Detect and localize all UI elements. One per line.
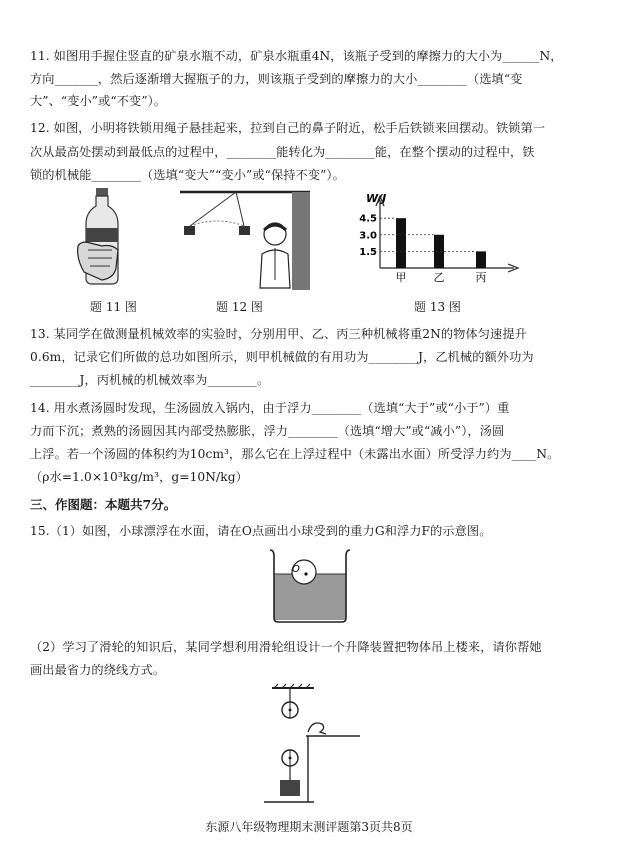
figure-13-caption: 题 13 图 [414, 300, 461, 314]
q14-line4: （ρ水=1.0×10³kg/m³，g=10N/kg） [30, 470, 248, 484]
chart-x-tick-label: 丙 [475, 271, 487, 284]
chart-y-tick-label: 4.5 [359, 213, 377, 225]
q12-line2: 次从最高处摆动到最低点的过程中，________能转化为________能，在整个摆动的过程中，铁 [30, 145, 535, 159]
chart-y-tick-label: 1.5 [359, 246, 377, 258]
q11-line2: 方向_______，然后逐渐增大握瓶子的力，则该瓶子受到的摩擦力的大小________（选填“变 [30, 72, 523, 86]
q13-line3: ________J，丙机械的机械效率为________。 [30, 373, 270, 387]
bottle-label-icon [86, 228, 118, 242]
q15-part2-line2: 画出最省力的绕线方式。 [30, 663, 166, 677]
worker-hand-icon [308, 723, 326, 734]
figure-11-caption: 题 11 图 [90, 300, 137, 314]
q12-line1: 12. 如图，小明将铁锁用绳子悬挂起来，拉到自己的鼻子附近，松手后铁锁来回摆动。铁锁第一 [30, 121, 546, 135]
bottle-cap-icon [96, 188, 108, 196]
lock-icon-left [184, 226, 195, 235]
load-box-icon [280, 780, 300, 796]
chart-bar [396, 218, 406, 268]
q15-part1: 15.（1）如图，小球漂浮在水面，请在O点画出小球受到的重力G和浮力F的示意图。 [30, 524, 492, 538]
chart-x-tick-label: 甲 [395, 271, 407, 284]
q11-line1: 11. 如图用手握住竖直的矿泉水瓶不动，矿泉水瓶重4N，该瓶子受到的摩擦力的大小为______N， [30, 49, 563, 63]
q12-line3: 锁的机械能________（选填“变大”“变小”或“保持不变”）。 [30, 168, 345, 182]
beaker-figure [266, 548, 354, 624]
chart-bar [476, 251, 486, 268]
point-o-icon [304, 572, 307, 575]
section-3-heading: 三、作图题：本题共7分。 [30, 497, 177, 512]
page-footer: 东源八年级物理期末测评题第3页共8页 [205, 820, 413, 834]
rope-right-icon [236, 192, 244, 226]
bottle-figure [72, 188, 142, 288]
q11-line3: 大”、“变小”或“不变”）。 [30, 94, 167, 108]
pulley-figure [264, 682, 364, 804]
chart-bar [434, 235, 444, 268]
wall-icon [292, 192, 310, 290]
q15-part2-line1: （2）学习了滑轮的知识后，某同学想利用滑轮组设计一个升降装置把物体吊上楼来，请你帮她 [30, 640, 542, 654]
rope-left-icon [190, 192, 236, 226]
q14-line2: 力而下沉；煮熟的汤圆因其内部受热膨胀，浮力________（选填“增大”或“减小”），汤圆 [30, 424, 505, 438]
q14-line1: 14. 用水煮汤圆时发现，生汤圆放入锅内，由于浮力________（选填“大于”或“小于”）重 [30, 401, 510, 415]
work-bar-chart [352, 190, 522, 290]
figure-12-caption: 题 12 图 [216, 300, 263, 314]
lock-icon-right [239, 226, 250, 235]
pendulum-figure [180, 190, 310, 290]
point-o-label: O [292, 564, 300, 575]
q13-line2: 0.6m，记录它们所做的总功如图所示，则甲机械做的有用功为________J，乙机械的额外功为 [30, 350, 534, 364]
chart-y-axis-label: W/J [366, 192, 387, 205]
chart-y-tick-label: 3.0 [359, 230, 377, 242]
q14-line3: 上浮。若一个汤圆的体积约为10cm³，那么它在上浮过程中（未露出水面）所受浮力约为____N。 [30, 447, 560, 461]
chart-x-tick-label: 乙 [433, 271, 445, 284]
q13-line1: 13. 某同学在做测量机械效率的实验时，分别用甲、乙、丙三种机械将重2N的物体匀速提升 [30, 327, 527, 341]
hand-icon [78, 242, 118, 280]
